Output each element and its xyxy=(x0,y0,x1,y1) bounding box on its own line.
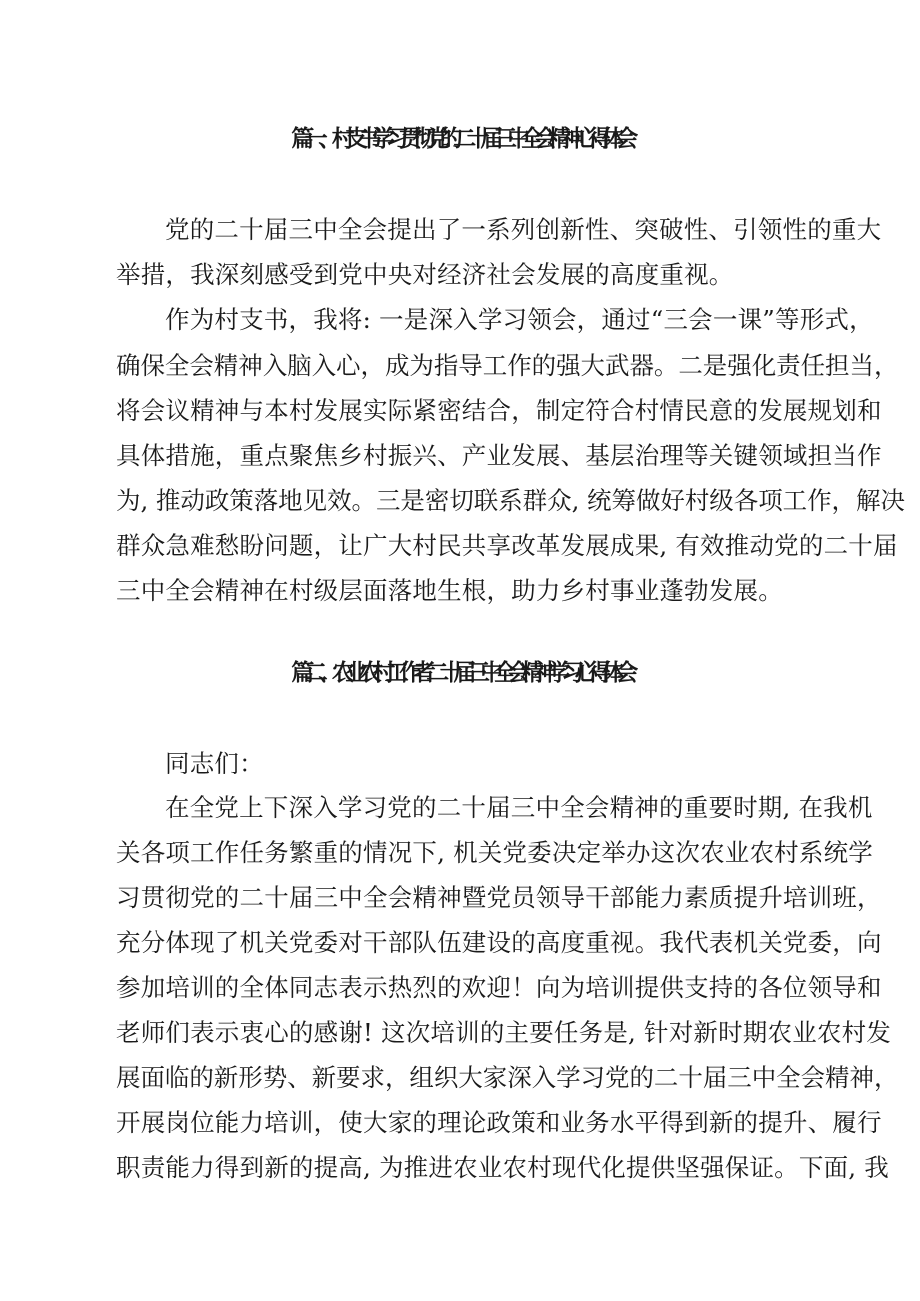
section2-line-9: 开展岗位能力培训，使大家的理论政策和业务水平得到新的提升、履行 xyxy=(116,1108,882,1137)
section1-line-3: 作为村支书，我将: 一是深入学习领会，通过“三会一课”等形式， xyxy=(165,305,874,334)
section1-line-5: 将会议精神与本村发展实际紧密结合，制定符合村情民意的发展规划和 xyxy=(116,396,882,425)
section2-line-7: 老师们表示衷心的感谢! 这次培训的主要任务是, 针对新时期农业农村发 xyxy=(116,1018,892,1047)
section2-line-5: 充分体现了机关党委对干部队伍建设的高度重视。我代表机关党委，向 xyxy=(116,928,882,957)
section1-line-9: 三中全会精神在村级层面落地生根，助力乡村事业蓬勃发展。 xyxy=(116,576,783,605)
section2-line-2: 在全党上下深入学习党的二十届三中全会精神的重要时期, 在我机 xyxy=(165,793,873,822)
section2-title: 篇二、农业农村工作者二十届三中全会精神学习心得体会 xyxy=(291,659,629,686)
section2-line-3: 关各项工作任务繁重的情况下, 机关党委决定举办这次农业农村系统学 xyxy=(116,838,873,867)
section1-line-1: 党的二十届三中全会提出了一系列创新性、突破性、引领性的重大 xyxy=(165,215,882,244)
section1-line-8: 群众急难愁盼问题，让广大村民共享改革发展成果, 有效推动党的二十届 xyxy=(116,531,898,560)
section2-line-10: 职责能力得到新的提高, 为推进农业农村现代化提供坚强保证。下面, 我 xyxy=(116,1153,889,1182)
section2-line-6: 参加培训的全体同志表示热烈的欢迎！向为培训提供支持的各位领导和 xyxy=(116,973,882,1002)
section1-line-6: 具体措施，重点聚焦乡村振兴、产业发展、基层治理等关键领域担当作 xyxy=(116,441,882,470)
section1-line-7: 为, 推动政策落地见效。三是密切联系群众, 统筹做好村级各项工作，解决 xyxy=(116,486,905,515)
section1-line-2: 举措，我深刻感受到党中央对经济社会发展的高度重视。 xyxy=(116,260,734,289)
section2-line-4: 习贯彻党的二十届三中全会精神暨党员领导干部能力素质提升培训班， xyxy=(116,883,882,912)
section1-title: 篇一、村支书学习贯彻党的二十届三中全会精神心得体会 xyxy=(291,125,629,152)
section2-line-1: 同志们： xyxy=(165,749,264,778)
section2-line-8: 展面临的新形势、新要求，组织大家深入学习党的二十届三中全会精神， xyxy=(116,1063,899,1092)
section1-line-4: 确保全会精神入脑入心，成为指导工作的强大武器。二是强化责任担当， xyxy=(116,351,899,380)
